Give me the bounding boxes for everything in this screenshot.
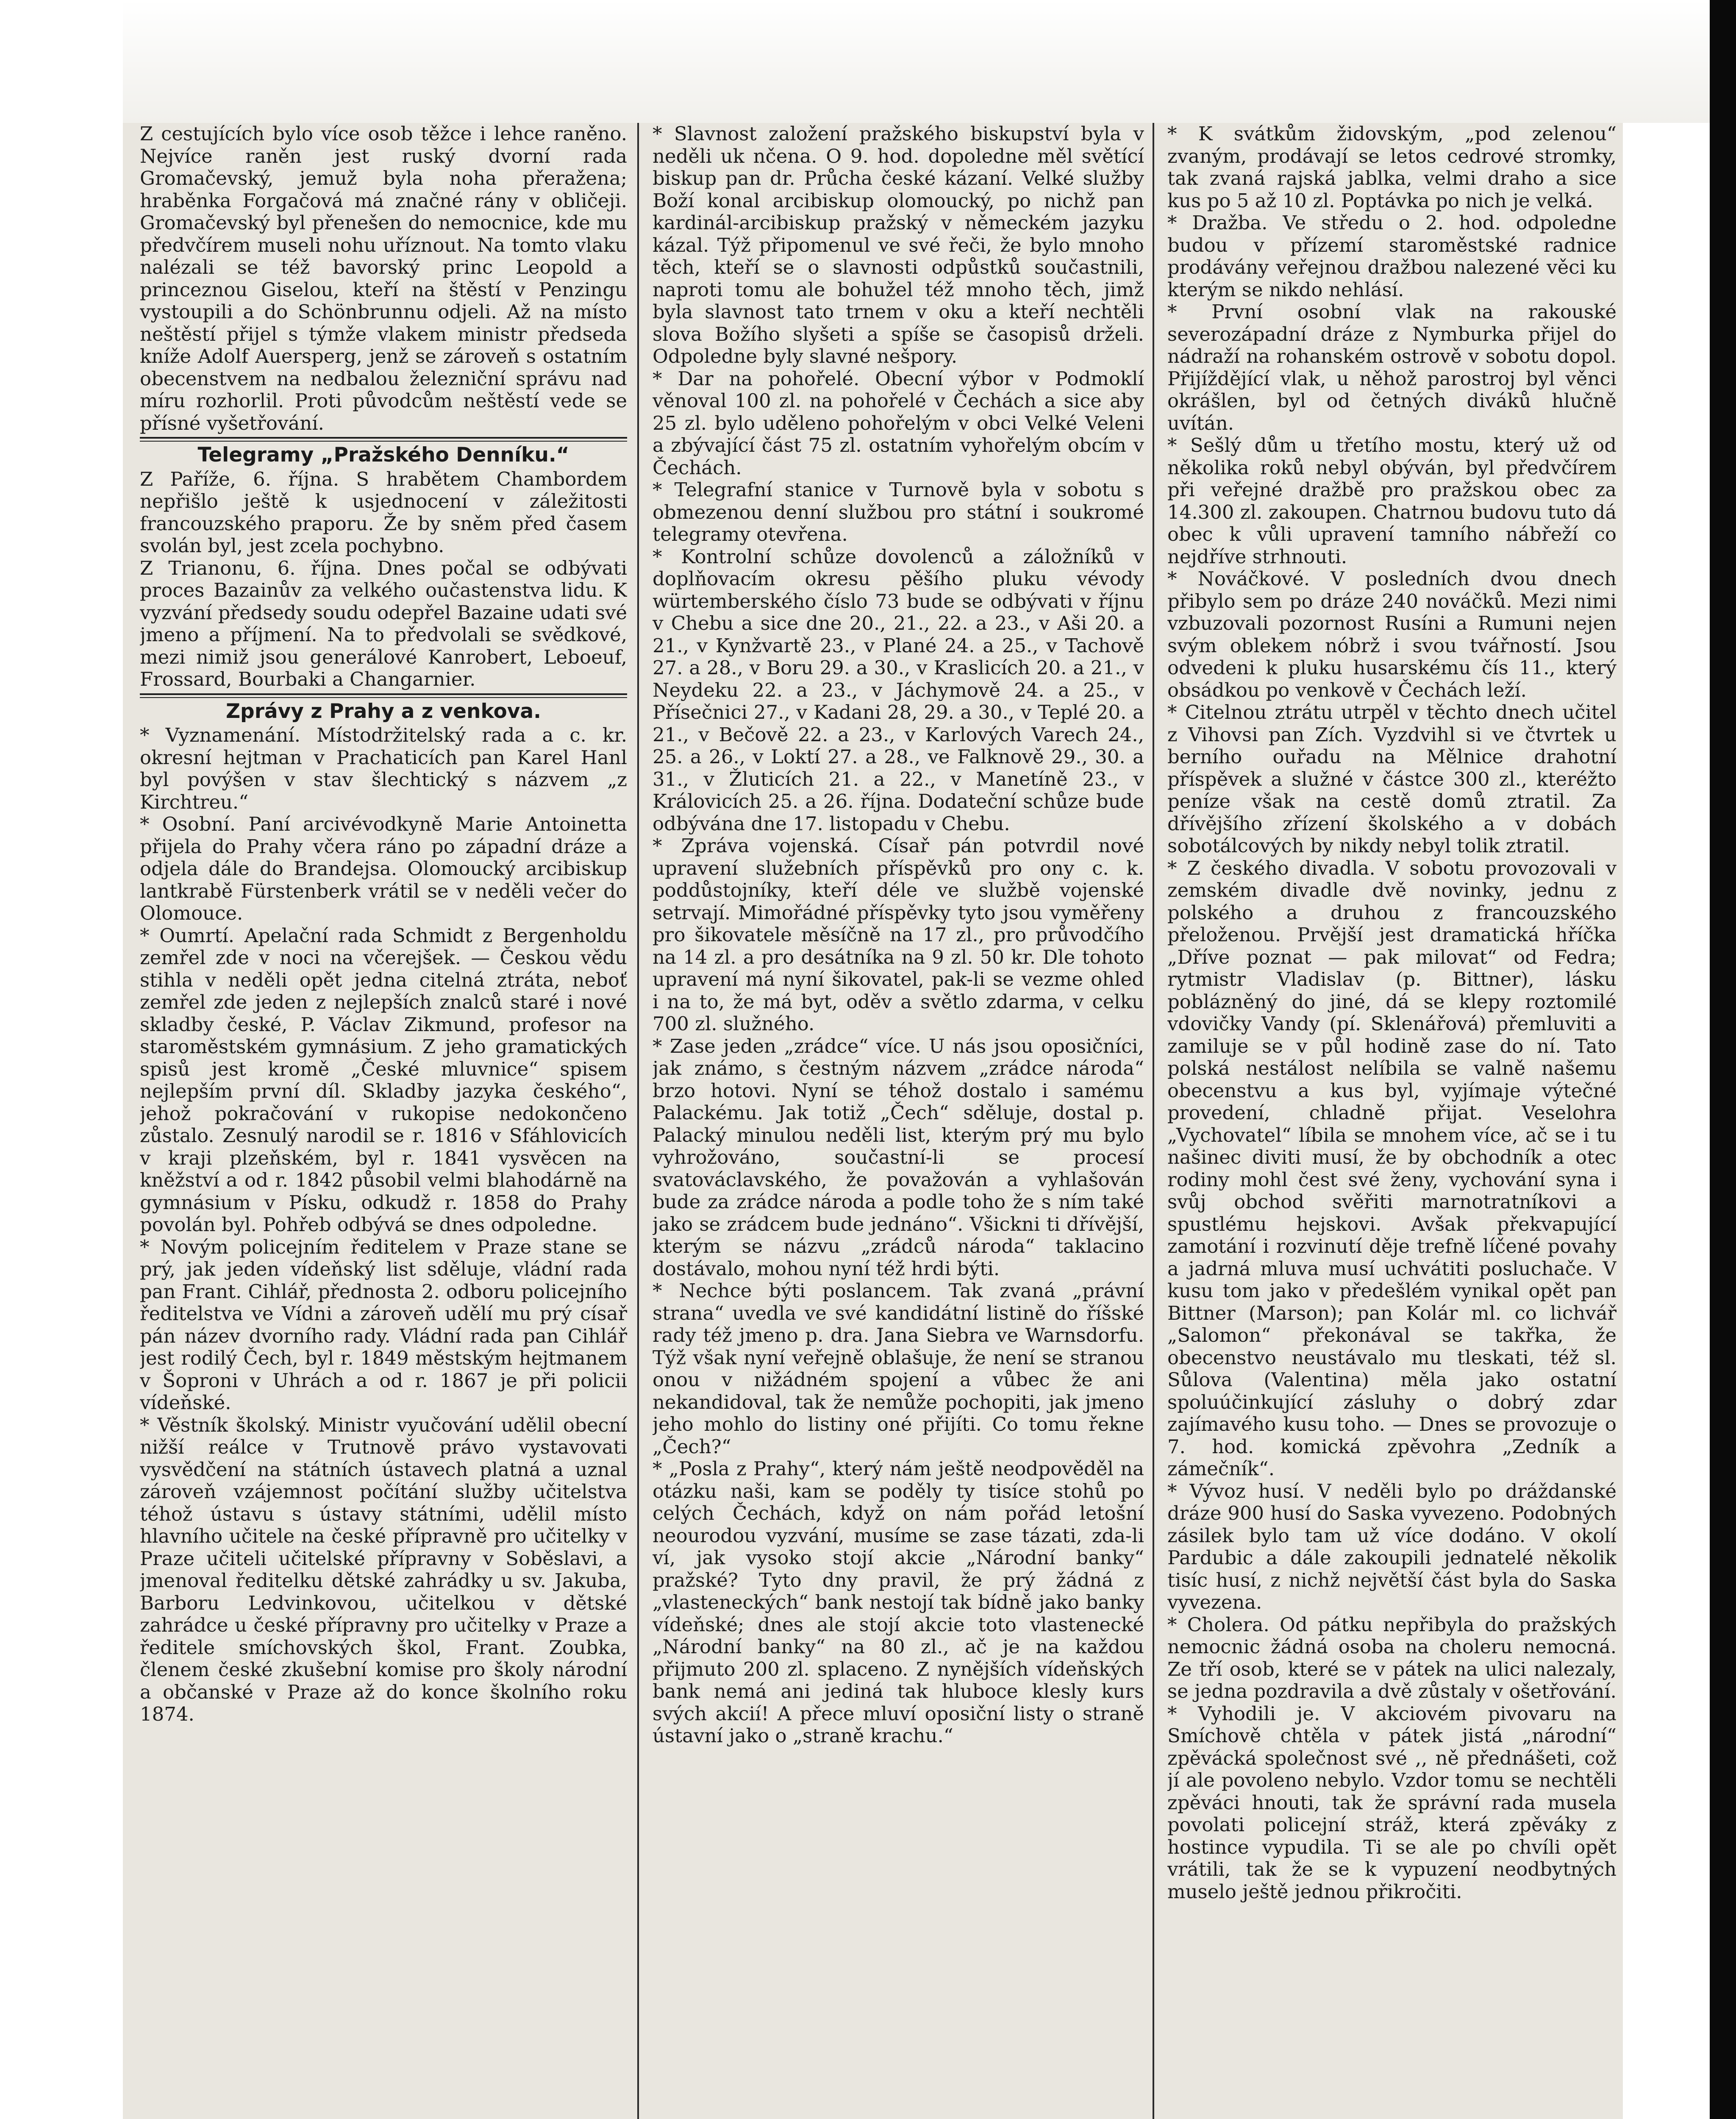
news-item: * Osobní. Paní arcivévodkyně Marie Antoinetta přijela do Prahy včera ráno po západní dráze a odjela dále do Brandejsa. Olomoucký arcibiskup lantkrabě Fürstenberk vrátil se v neděli večer do Olomouce.: [140, 813, 627, 924]
news-item: * Vyznamenání. Místodržitelský rada a c. kr. okresní hejtman v Prachaticích pan Karel Hanl byl povýšen v stav šlechtický s názvem „z Kirchtreu.“: [140, 724, 627, 813]
news-item: * K svátkům židovským, „pod zelenou“ zvaným, prodávají se letos cedrové stromky, tak zvaná rajská jablka, velmi draho a sice kus po 5 až 10 zl. Poptávka po nich je velká.: [1167, 123, 1617, 212]
column-rule: [1153, 123, 1154, 2119]
scan-top-margin: [123, 0, 1710, 123]
news-item: * Vývoz husí. V neděli bylo po dráždanské dráze 900 husí do Saska vyvezeno. Podobných zásilek bylo tam už více dodáno. V okolí Pardubic a dále zakoupili jednatelé několik tisíc husí, z nichž největší část byla do Saska vyvezena.: [1167, 1479, 1617, 1613]
news-item: * Slavnost založení pražského biskupství byla v neděli uk nčena. O 9. hod. dopoledne měl světící biskup pan dr. Průcha české kázaní. Velké služby Boží konal arcibiskup olomoucký, po nichž pan kardinál-arcibiskup pražský v německém jazyku kázal. Týž připomenul ve své řeči, že bylo mnoho těch, kteří se o slavnosti odpůstků součastnili, naproti tomu ale bohužel též mnoho těch, jimž byla slavnost tato trnem v oku a kteří nechtěli slova Božího slyšeti a spíše se časopisů drželi. Odpoledne byly slavné nešpory.: [653, 123, 1144, 367]
newspaper-page: [123, 123, 1623, 2119]
telegram-heading: Telegramy „Pražského Denníku.“: [197, 443, 569, 467]
news-item: * Telegrafní stanice v Turnově byla v sobotu s obmezenou denní službou pro státní i soukromé telegramy otevřena.: [653, 478, 1144, 545]
news-item: * Zpráva vojenská. Císař pán potvrdil nové upravení služebních příspěvků pro ony c. k. poddůstojníky, kteří déle ve službě vojenské setrvají. Mimořádné příspěvky tyto jsou vyměřeny pro šikovatele měsíčně na 17 zl., pro průvodčího na 14 zl. a pro desátníka na 9 zl. 50 kr. Dle tohoto upravení má nyní šikovatel, pak-li se vezme ohled i na to, že má byt, oděv a světlo zdarma, v celku 700 zl. služného.: [653, 834, 1144, 1035]
scan-edge-shadow: [1710, 0, 1736, 2119]
section-heading: Zprávy z Prahy a z venkova.: [225, 699, 542, 723]
column-rule: [637, 123, 639, 2119]
column-2: [653, 123, 1144, 2119]
news-item: * Kontrolní schůze dovolenců a záložníků v doplňovacím okresu pěšího pluku vévody würtemberského číslo 73 bude se odbývati v říjnu v Chebu a sice dne 20., 21., 22. a 23., v Aši 20. a 21., v Kynžvartě 23., v Plané 24. a 25., v Tachově 27. a 28., v Boru 29. a 30., v Kraslicích 20. a 21., v Neydeku 22. a 23., v Jáchymově 24. a 25., v Přísečnici 27., v Kadani 28, 29. a 30., v Teplé 20. a 21., v Bečově 22. a 23., v Karlových Varech 24., 25. a 26., v Loktí 27. a 28., ve Falknově 29., 30. a 31., v Žluticích 21. a 22., v Manetíně 23., v Královicích 25. a 26. října. Dodateční schůze bude odbývána dne 17. listopadu v Chebu.: [653, 545, 1144, 835]
news-item: * Zase jeden „zrádce“ více. U nás jsou oposičníci, jak známo, s čestným názvem „zrádce národa“ brzo hotovi. Nyní se téhož dostalo i samému Palackému. Jak totiž „Čech“ sděluje, dostal p. Palacký minulou neděli list, kterým prý mu bylo vyhrožováno, součastní-li se procesí svatováclavského, že považován a vyhlašován bude za zrádce národa a podle toho že s ním také jako se zrádcem bude jednáno“. Všickni ti dřívější, kterým se názvu „zrádců národa“ taklacino dostávalo, mohou nyní též hrdi býti.: [653, 1034, 1144, 1280]
news-item: * Nechce býti poslancem. Tak zvaná „právní strana“ uvedla ve své kandidátní listině do říšské rady též jmeno p. dra. Jana Siebra ve Warnsdorfu. Týž však nyní veřejně oblašuje, že není se stranou onou v nižádném spojení a vůbec že ani nekandidoval, tak že nemůže pochopiti, jak jmeno jeho mohlo do listiny oné přijíti. Co tomu řekne „Čech?“: [653, 1279, 1144, 1458]
article-train-accident: Z cestujících bylo více osob těžce i lehce raněno. Nejvíce raněn jest ruský dvorní rada Gromačevský, jemuž byla noha přeražena; hraběnka Forgačová má značné rány v obličeji. Gromačevský byl přenešen do nemocnice, kde mu předvčírem museli nohu uříznout. Na tomto vlaku nalézali se též bavorský princ Leopold a princeznou Giselou, kteří na štěstí v Penzingu vystoupili a do Schönbrunnu odjeli. Až na místo neštěstí přijel s týmže vlakem ministr předseda kníže Adolf Auersperg, jenž se zároveň s ostatním obecenstvem na nedbalou železniční správu nad míru rozhorlil. Proti původcům neštěstí vede se přísné vyšetřování.: [140, 123, 627, 434]
news-item: * Dar na pohořelé. Obecní výbor v Podmoklí věnoval 100 zl. na pohořelé v Čechách a sice aby 25 zl. bylo uděleno pohořelým v obci Velké Veleni a zbývající část 75 zl. ostatním vyhořelým obcím v Čechách.: [653, 367, 1144, 479]
news-item: * Oumrtí. Apelační rada Schmidt z Bergenholdu zemřel zde v noci na včerejšek. — Českou vědu stihla v neděli opět jedna citelná ztráta, neboť zemřel zde jeden z nejlepších znalců staré i nové skladby české, P. Václav Zikmund, profesor na staroměstském gymnásium. Z jeho gramatických spisů jest kromě „České mluvnice“ spisem nejlepším první díl. Skladby jazyka českého“, jehož pokračování v rukopise nedokončeno zůstalo. Zesnulý narodil se r. 1816 v Sfáhlovicích v kraji plzeňském, byl r. 1841 vysvěcen na kněžství a od r. 1842 působil velmi blahodárně na gymnásium v Písku, odkudž r. 1858 do Prahy povolán byl. Pohřeb odbývá se dnes odpoledne.: [140, 924, 627, 1236]
column-1: [140, 123, 627, 2119]
news-item: * Vyhodili je. V akciovém pivovaru na Smíchově chtěla v pátek jistá „národní“ zpěvácká společnost své ,, ně přednášeti, což jí ale povoleno nebylo. Vzdor tomu se nechtěli zpěváci hnouti, tak že správní rada musela povolati policejní stráž, která zpěváky z hostince vypudila. Ti se ale po chvíli opět vrátili, tak že se k vypuzení neodbytných muselo ještě jednou přikročiti.: [1167, 1702, 1617, 1903]
news-item: * Věstník školský. Ministr vyučování udělil obecní nižší reálce v Trutnově právo vystavovati vysvědčení na státních ústavech platná a uznal zároveň vzájemnost počítání služby učitelstva téhož ústavu s ústavy státními, udělil místo hlavního učitele na české přípravně pro učitelky v Praze učiteli učitelské přípravny v Soběslavi, a jmenoval ředitelku dětské zahrádky u sv. Jakuba, Barboru Ledvinkovou, učitelkou v dětské zahrádce u české přípravny pro učitelky v Praze a ředitele smíchovských škol, Frant. Zoubka, členem české zkušební komise pro školy národní a občanské v Praze až do konce školního roku 1874.: [140, 1413, 627, 1725]
news-item: * Sešlý dům u třetího mostu, který už od několika roků nebyl obýván, byl předvčírem při veřejné dražbě pro pražskou obec za 14.300 zl. zakoupen. Chatrnou budovu tuto dá obec k vůli upravení tamního nábřeží co nejdříve strhnouti.: [1167, 434, 1617, 568]
telegram-paris: Z Paříže, 6. října. S hrabětem Chambordem nepřišlo ještě k usjednocení v záležitosti francouzského praporu. Že by sněm před časem svolán byl, jest zcela pochybno.: [140, 467, 627, 557]
news-item: * Z českého divadla. V sobotu provozovali v zemském divadle dvě novinky, jednu z polského a druhou z francouzského přeloženou. Prvější jest dramatická hříčka „Dříve poznat — pak milovat“ od Fedra; rytmistr Vladislav (p. Bittner), lásku poblázněný do jiné, dá se klepy roztomilé vdovičky Vandy (pí. Sklenářová) přemluviti a zamiluje se v půl hodině zase do ní. Tato polská nestálost nelíbila se valně našemu obecenstvu a kus byl, vyjímaje výtečné provedení, chladně přijat. Veselohra „Vychovatel“ líbila se mnohem více, ač se i tu našinec diviti musí, že by obchodník a otec rodiny mohl čest své ženy, vychování syna i svůj obchod svěřiti marnotratníkovi a spustlému hejskovi. Avšak překvapující zamotání i rozvinutí děje trefně líčené povahy a jadrná mluva musí uchvátiti posluchače. V kusu tom jako v předešlém vynikal opět pan Bittner (Marson); pan Kolár ml. co lichvář „Salomon“ překonával se takřka, že obecenstvo neustávalo mu tleskati, též sl. Sůlova (Valentina) měla jako ostatní spoluúčinkující zásluhy o dobrý zdar zajímavého kusu toho. — Dnes se provozuje o 7. hod. komická zpěvohra „Zedník a zámečník“.: [1167, 856, 1617, 1480]
section-divider: [140, 437, 627, 442]
news-item: * Novým policejním ředitelem v Praze stane se prý, jak jeden vídeňský list sděluje, vládní rada pan Frant. Cihlář, přednosta 2. odboru policejního ředitelstva ve Vídni a zároveň udělí mu prý císař pán název dvorního rady. Vládní rada pan Cihlář jest rodilý Čech, byl r. 1849 městským hejtmanem v Šoproni v Uhrách a od r. 1867 je při policii vídeňské.: [140, 1235, 627, 1414]
telegram-trianon: Z Trianonu, 6. října. Dnes počal se odbývati proces Bazainův za velkého oučastenstva lidu. K vyzvání předsedy soudu odepřel Bazaine udati své jmeno a příjmení. Na to předvolali se svědkové, mezi nimiž jsou generálové Kanrobert, Leboeuf, Frossard, Bourbaki a Changarnier.: [140, 556, 627, 690]
news-item: * Dražba. Ve středu o 2. hod. odpoledne budou v přízemí staroměstské radnice prodávány veřejnou dražbou nalezené věci ku kterým se nikdo nehlásí.: [1167, 211, 1617, 301]
news-item: * Citelnou ztrátu utrpěl v těchto dnech učitel z Vihovsi pan Zích. Vyzdvihl si ve čtvrtek u berního ouřadu na Mělnice drahotní příspěvek a služné v částce 300 zl., kteréžto peníze však na cestě domů ztratil. Za dřívějšího zřízení školského a v dobách sobotálcových by nikdy nebyl tolik ztratil.: [1167, 701, 1617, 857]
news-item: * „Posla z Prahy“, který nám ještě neodpověděl na otázku naši, kam se poděly ty tisíce stohů po celých Čechách, když on nám pořád letošní neourodou vyzvání, musíme se zase tázati, zda-li ví, jak vysoko stojí akcie „Národní banky“ pražské? Tyto dny pravil, že prý žádná z „vlasteneckých“ bank nestojí tak bídně jako banky vídeňské; dnes ale stojí akcie toto vlastenecké „Národní banky“ na 80 zl., ač je na každou přijmuto 200 zl. splaceno. Z nynějších vídeňských bank nemá ani jediná tak hluboce klesly kurs svých akcií! A přece mluví oposiční listy o straně ústavní jako o „straně krachu.“: [653, 1457, 1144, 1747]
news-item: * Cholera. Od pátku nepřibyla do pražských nemocnic žádná osoba na choleru nemocná. Ze tří osob, které se v pátek na ulici nalezaly, se jedna pozdravila a dvě zůstaly v ošetřování.: [1167, 1613, 1617, 1702]
news-item: * První osobní vlak na rakouské severozápadní dráze z Nymburka přijel do nádraží na rohanském ostrově v sobotu dopol. Přijíždějící vlak, u něhož parostroj byl věnci okrášlen, byl od četných diváků hlučně uvítán.: [1167, 300, 1617, 434]
news-item: * Nováčkové. V posledních dvou dnech přibylo sem po dráze 240 nováčků. Mezi nimi vzbuzovali pozornost Rusíni a Rumuni nejen svým oblekem nóbrž i svou tvářností. Jsou odvedeni k pluku husarskému čís 11., který obsádkou po venkově v Čechách leží.: [1167, 567, 1617, 701]
column-3: [1167, 123, 1617, 2119]
section-divider: [140, 693, 627, 698]
